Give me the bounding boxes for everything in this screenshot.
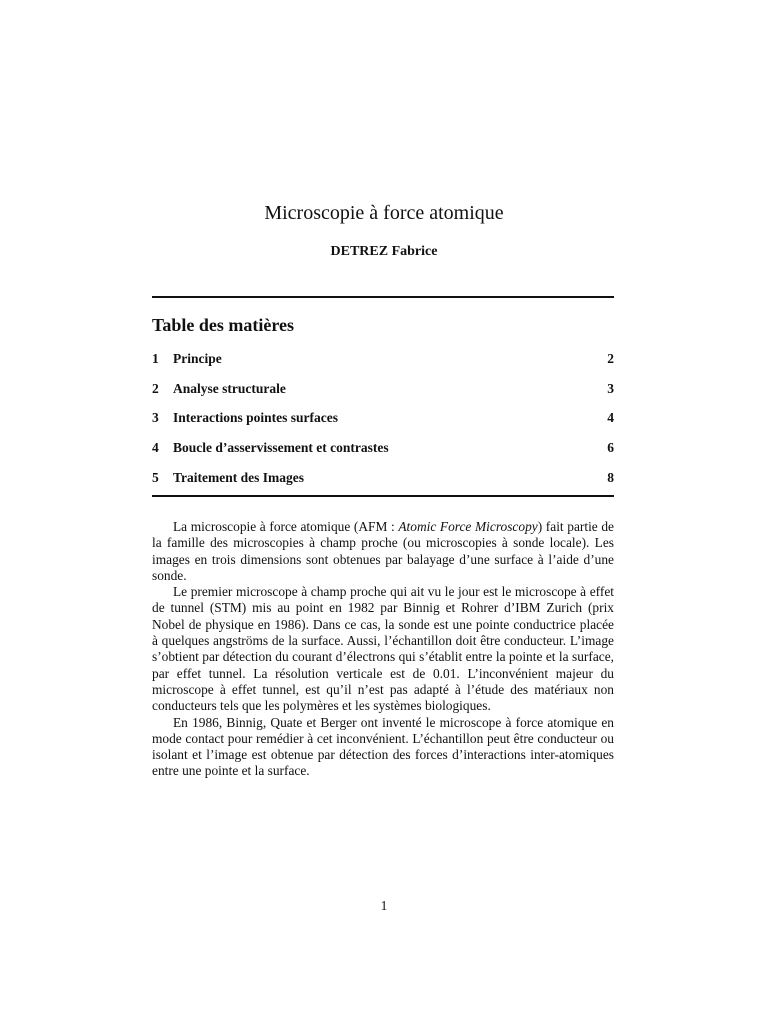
document-author: DETREZ Fabrice: [330, 244, 438, 259]
document-title: Microscopie à force atomique: [264, 202, 504, 224]
toc-entry-title: Boucle d’asservissement et contrastes: [173, 439, 389, 455]
toc-heading: Table des matières: [152, 315, 294, 335]
toc-entry-number: 5: [152, 469, 159, 485]
toc-entry-number: 2: [152, 380, 159, 396]
paragraph-text: La microscopie à force atomique (AFM :: [173, 519, 399, 534]
toc-entry-page: 4: [607, 410, 614, 426]
body-text: [152, 519, 614, 780]
toc-entry-page: 6: [607, 439, 614, 455]
paragraph: [152, 519, 614, 584]
toc-entry-title: Traitement des Images: [173, 469, 304, 485]
toc-entry-page: 3: [607, 380, 614, 396]
toc-entry[interactable]: [152, 463, 614, 493]
table-of-contents: [152, 344, 614, 492]
toc-entry-title: Principe: [173, 350, 222, 366]
toc-entry-title: Analyse structurale: [173, 380, 286, 396]
toc-top-rule: [152, 296, 614, 298]
paragraph: Le premier microscope à champ proche qui ait vu le jour est le microscope à effet de tunnel (STM) mis au point en 1982 par Binnig et Rohrer d’IBM Zurich (prix Nobel de physique en 1986). Dans ce cas, la sonde est une pointe conductrice placée à quelques angströms de la surface. Aussi, l’échantillon doit être conducteur. L’image s’obtient par détection du courant d’électrons qui s’établit entre la pointe et la surface, par effet tunnel. La résolution verticale est de 0.01. L’inconvénient majeur du microscope à effet tunnel, est qu’il n’est pas adapté à l’étude des matériaux non conducteurs tels que les polymères et les systèmes biologiques.: [152, 584, 614, 714]
toc-entry[interactable]: [152, 344, 614, 374]
paragraph: En 1986, Binnig, Quate et Berger ont inventé le microscope à force atomique en mode contact pour remédier à cet inconvénient. L’échantillon peut être conducteur ou isolant et l’image est obtenue par détection des forces d’interactions inter-atomiques entre une pointe et la surface.: [152, 714, 614, 779]
page-number: 1: [380, 898, 388, 913]
toc-entry-page: 2: [607, 350, 614, 366]
toc-bottom-rule: [152, 495, 614, 497]
toc-entry-page: 8: [607, 469, 614, 485]
toc-entry-number: 4: [152, 439, 159, 455]
emphasis-text: Atomic Force Microscopy: [398, 519, 538, 534]
paragraph-text: ) fait partie de la famille des microscopies à champ proche (ou microscopies à sonde locale). Les images en trois dimensions sont obtenues par balayage d’une surface à l’aide d’une sonde.: [152, 519, 614, 583]
toc-entry[interactable]: [152, 433, 614, 463]
toc-entry-title: Interactions pointes surfaces: [173, 410, 338, 426]
toc-entry-number: 3: [152, 410, 159, 426]
toc-entry-number: 1: [152, 350, 159, 366]
toc-entry[interactable]: [152, 403, 614, 433]
toc-entry[interactable]: [152, 374, 614, 404]
